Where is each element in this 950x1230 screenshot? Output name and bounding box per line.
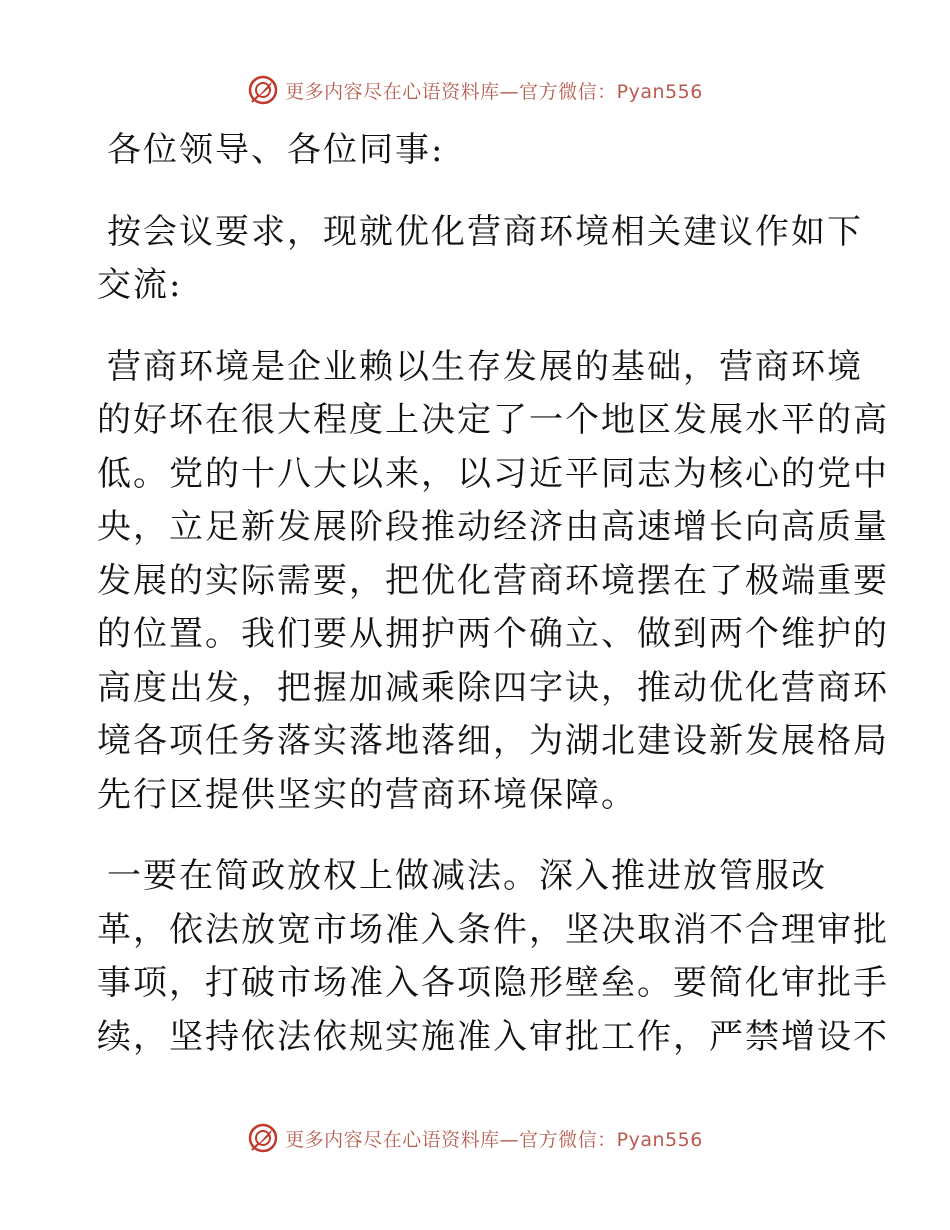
- watermark-text: 更多内容尽在心语资料库—官方微信：Pyan556: [285, 1128, 703, 1151]
- salutation: [97, 124, 849, 178]
- paragraph-line: 的位置。我们要从拥护两个确立、做到两个维护的: [97, 614, 889, 654]
- quill-logo-icon: [247, 1122, 279, 1154]
- paragraph-line: 央，立足新发展阶段推动经济由高速增长向高质量: [97, 507, 889, 547]
- paragraph-line: 的好坏在很大程度上决定了一个地区发展水平的高: [97, 400, 889, 440]
- paragraph-line: 高度出发，把握加减乘除四字诀，推动优化营商环: [97, 667, 889, 708]
- quill-logo-icon: [247, 74, 279, 106]
- paragraph-line: 发展的实际需要，把优化营商环境摆在了极端重要: [97, 560, 889, 601]
- paragraph-line: 事项，打破市场准入各项隐形壁垒。要简化审批手: [97, 963, 889, 1003]
- paragraph-business-environment: [97, 341, 889, 823]
- paragraph-line: 一要在简政放权上做减法。深入推进放管服改: [107, 856, 827, 896]
- footer-watermark-banner: [0, 1118, 950, 1158]
- header-watermark-banner: [0, 70, 950, 110]
- paragraph-line: 按会议要求，现就优化营商环境相关建议作如下: [107, 211, 863, 252]
- paragraph-line: 先行区提供坚实的营商环境保障。: [97, 774, 637, 815]
- salutation-line: 各位领导、各位同事:: [107, 130, 445, 170]
- paragraph-line: 低。党的十八大以来，以习近平同志为核心的党中: [97, 453, 889, 494]
- paragraph-line: 营商环境是企业赖以生存发展的基础，营商环境: [107, 346, 863, 387]
- watermark-text: 更多内容尽在心语资料库—官方微信：Pyan556: [285, 80, 703, 103]
- document-body: [97, 124, 889, 1064]
- paragraph-reduce-approvals: [97, 850, 889, 1064]
- paragraph-line: 续，坚持依法依规实施准入审批工作，严禁增设不: [97, 1016, 889, 1057]
- paragraph-line: 交流:: [97, 265, 183, 305]
- paragraph-intro: [97, 206, 863, 313]
- paragraph-line: 境各项任务落实落地落细，为湖北建设新发展格局: [97, 721, 889, 761]
- paragraph-line: 革，依法放宽市场准入条件，坚决取消不合理审批: [97, 909, 889, 950]
